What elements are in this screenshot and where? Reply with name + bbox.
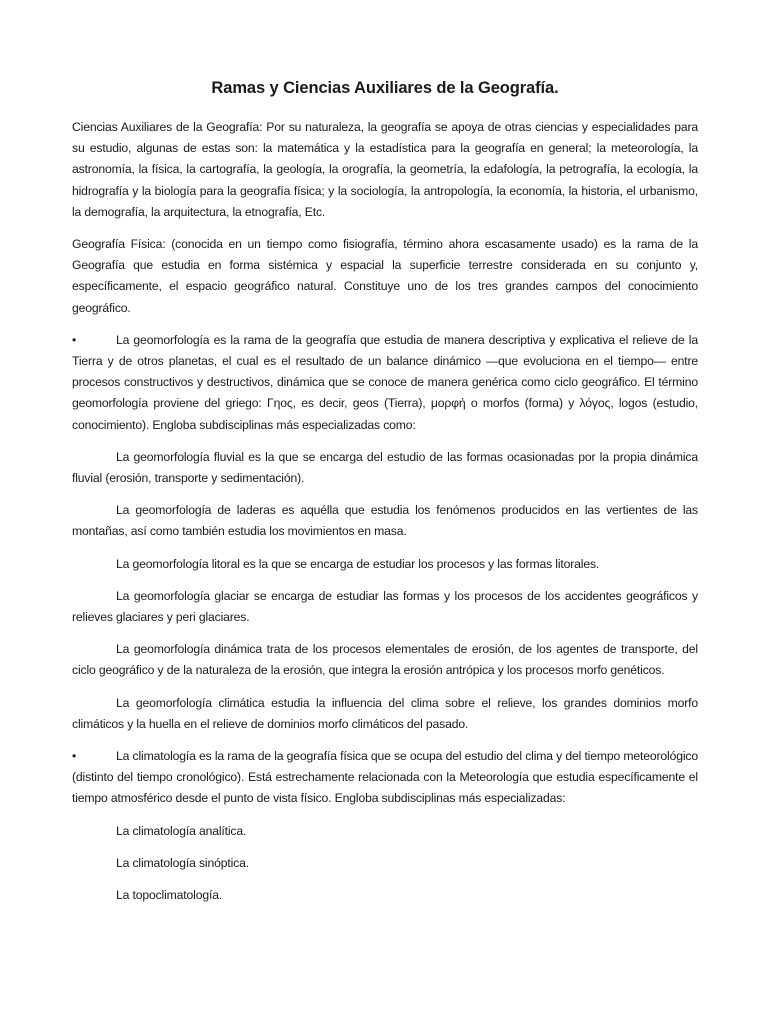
geomorfologia-climatica: La geomorfología climática estudia la influencia del clima sobre el relieve, los grandes dominios morfo climáticos y la huella en el relieve de dominios morfo climáticos del pasado. <box>72 695 698 731</box>
geomorfologia-laderas: La geomorfología de laderas es aquélla que estudia los fenómenos producidos en las vertientes de las montañas, así como también estudia los movimientos en masa. <box>72 503 698 539</box>
bullet-climatologia <box>72 746 698 810</box>
page-title: Ramas y Ciencias Auxiliares de la Geografía. <box>211 79 559 97</box>
climatologia-sinoptica: La climatología sinóptica. <box>116 855 249 870</box>
bullet-icon: • <box>72 332 77 347</box>
geomorfologia-glaciar: La geomorfología glaciar se encarga de estudiar las formas y los procesos de los accidentes geográficos y relieves glaciares y peri glaciares. <box>72 588 698 625</box>
paragraph-ciencias-auxiliares: Ciencias Auxiliares de la Geografía: Por su naturaleza, la geografía se apoya de otras ciencias y especialidades para su estudio, algunas de estas son: la matemática y la estadística para la geografía en general; la meteorología, la astronomía, la física, la cartografía, la geología, la orografía, la geometría, la edafología, la petrografía, la ecología, la hidrografía y la biología para la geografía física; y la sociología, la antropología, la economía, la historia, el urbanismo, la demografía, la arquitectura, la etnografía, Etc. <box>72 120 698 219</box>
geomorfologia-intro: La geomorfología es la rama de la geografía que estudia de manera descriptiva y explicativa el relieve de la Tierra y de otros planetas, el cual es el resultado de un balance dinámico —que evoluciona en el tiempo— entre procesos constructivos y destructivos, dinámica que se conoce de manera genérica como ciclo geográfico. El término geomorfología proviene del griego: Γηος, es decir, geos (Tierra), μορφή o morfos (forma) y λόγος, logos (estudio, conocimiento). Engloba subdisciplinas más especializadas como: <box>72 332 698 432</box>
document-page <box>72 74 698 917</box>
climatologia-intro: La climatología es la rama de la geografía física que se ocupa del estudio del clima y del tiempo meteorológico (distinto del tiempo cronológico). Está estrechamente relacionada con la Meteorología que estudia específicamente el tiempo atmosférico desde el punto de vista físico. Engloba subdisciplinas más especializadas: <box>72 749 698 806</box>
climatologia-analitica: La climatología analítica. <box>116 823 247 838</box>
topoclimatologia: La topoclimatología. <box>116 888 223 903</box>
geomorfologia-litoral: La geomorfología litoral es la que se encarga de estudiar los procesos y las formas litorales. <box>116 556 600 571</box>
geomorfologia-dinamica: La geomorfología dinámica trata de los procesos elementales de erosión, de los agentes de transporte, del ciclo geográfico y de la naturaleza de la erosión, que integra la erosión antrópica y los procesos morfo genéticos. <box>72 642 698 678</box>
bullet-geomorfologia <box>72 330 698 436</box>
geomorfologia-fluvial: La geomorfología fluvial es la que se encarga del estudio de las formas ocasionadas por la propia dinámica fluvial (erosión, transporte y sedimentación). <box>72 449 698 486</box>
paragraph-geografia-fisica: Geografía Física: (conocida en un tiempo como fisiografía, término ahora escasamente usado) es la rama de la Geografía que estudia en forma sistémica y espacial la superficie terrestre considerada en su conjunto y, específicamente, el espacio geográfico natural. Constituye uno de los tres grandes campos del conocimiento geográfico. <box>72 237 698 315</box>
bullet-icon: • <box>72 749 77 764</box>
